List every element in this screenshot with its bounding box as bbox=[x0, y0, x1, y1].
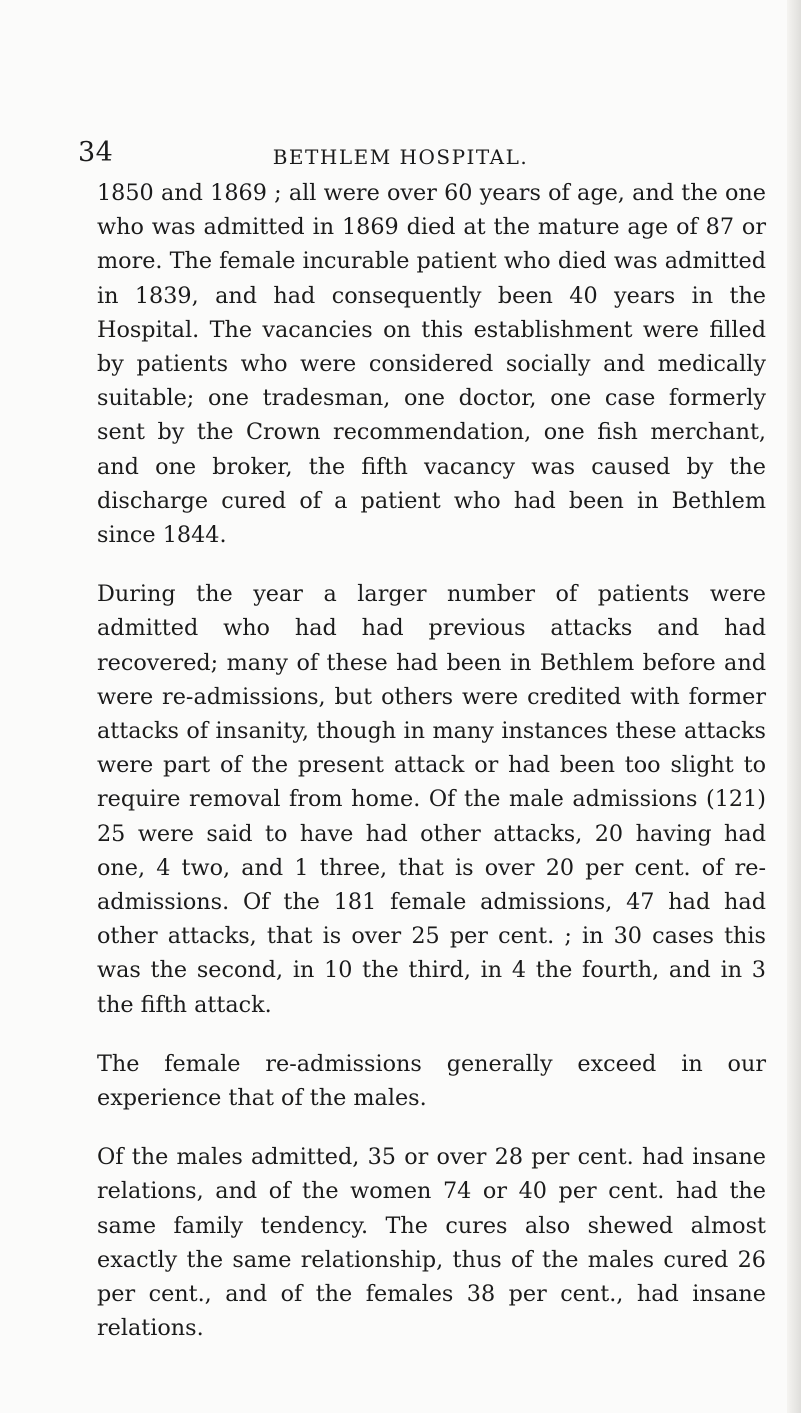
running-head: BETHLEM HOSPITAL. bbox=[272, 145, 529, 169]
paragraph-4: Of the males admitted, 35 or over 28 per cent. had insane relations, and of the women 74 or 40 per cent. had the same family tendency. The cures also shewed almost exactly the same relationship, thus of the males cured 26 per cent., and of the females 38 per cent., had insane relations. bbox=[97, 1144, 766, 1342]
page-edge-shadow bbox=[787, 0, 801, 1413]
paragraph-2: During the year a larger number of patients were admitted who had had previous attacks and had recovered; many of these had been in Bethlem before and were re-admissions, but others were credited with former attacks of insanity, though in many instances these attacks were part of the present attack or had been too slight to require removal from home. Of the male admissions (121) 25 were said to have had other attacks, 20 having had one, 4 two, and 1 three, that is over 20 per cent. of re-admissions. Of the 181 female admissions, 47 had had other attacks, that is over 25 per cent. ; in 30 cases this was the second, in 10 the third, in 4 the fourth, and in 3 the fifth attack. bbox=[97, 581, 766, 1018]
paragraph-1: 1850 and 1869 ; all were over 60 years of age, and the one who was admitted in 1869 died at the mature age of 87 or more. The female incurable patient who died was admitted in 1839, and had consequently been 40 years in the Hospital. The vacancies on this establishment were filled by patients who were considered socially and medically suitable; one tradesman, one doctor, one case formerly sent by the Crown recommendation, one fish merchant, and one broker, the fifth vacancy was caused by the discharge cured of a patient who had been in Bethlem since 1844. bbox=[97, 180, 766, 549]
paragraph-3: The female re-admissions generally exceed in our experience that of the males. bbox=[97, 1050, 766, 1112]
body-text bbox=[97, 176, 766, 1371]
page-number: 34 bbox=[78, 137, 114, 168]
